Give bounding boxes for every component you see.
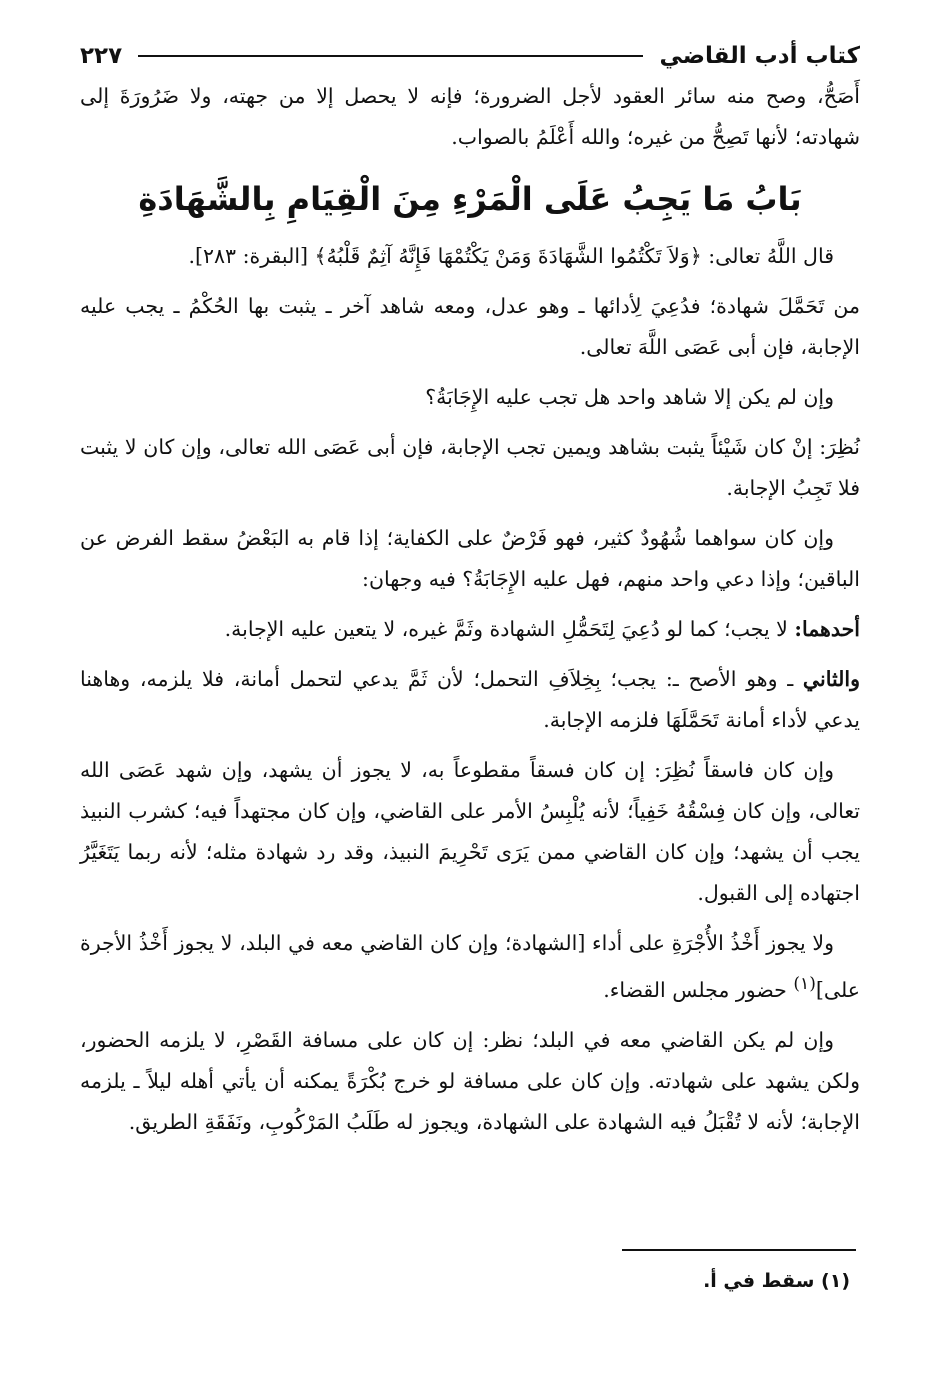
chapter-title: بَابُ مَا يَجِبُ عَلَى الْمَرْءِ مِنَ الْقِيَامِ بِالشَّهَادَةِ — [138, 180, 802, 218]
footnote-divider — [622, 1249, 856, 1251]
paragraph-8-lead: والثاني — [802, 667, 860, 691]
paragraph-1: أَصَحُّ، وصح منه سائر العقود لأجل الضرورة؛ فإنه لا يحصل إلا من جهته، ولا ضَرُورَةَ إلى شهادته؛ لأنها تَصِحُّ من غيره؛ والله أَعْلَمُ بالصواب. — [80, 84, 860, 149]
paragraph-7-text: لا يجب؛ كما لو دُعِيَ لِتَحَمُّلِ الشهادة وثَمَّ غيره، لا يتعين عليه الإجابة. — [224, 617, 795, 641]
page-number: ٢٢٧ — [80, 43, 123, 69]
paragraph-7-lead: أحدهما: — [794, 617, 860, 641]
paragraph-11: وإن لم يكن القاضي معه في البلد؛ نظر: إن كان على مسافة القَصْرِ، لا يلزمه الحضور، ولكن يشهد على شهادته. وإن كان على مسافة لو خرج بُكْرَةً يمكنه أن يأتي أهله ليلاً ـ يلزمه الإجابة؛ لأنه لا تُقْبَلُ فيه الشهادة على الشهادة، ويجوز له طَلَبُ المَرْكُوبِ، ونَفَقَةِ الطريق. — [80, 1027, 860, 1134]
paragraph-6: وإن كان سواهما شُهُودٌ كثير، فهو فَرْضٌ على الكفاية؛ إذا قام به البَعْضُ سقط الفرض عن الباقين؛ وإذا دعي واحد منهم، فهل عليه الإِجَابَةُ؟ فيه وجهان: — [80, 526, 860, 591]
page — [80, 36, 860, 1152]
paragraph-5: نُظِرَ: إنْ كان شَيْئاً يثبت بشاهد ويمين تجب الإجابة، فإن أبى عَصَى الله تعالى، وإن كان لا يثبت فلا تَجِبُ الإجابة. — [80, 435, 860, 500]
paragraph-7 — [80, 609, 860, 650]
book-title: كتاب أدب القاضي — [659, 43, 860, 69]
footnote-marker: (١) — [793, 974, 816, 994]
paragraph-8 — [80, 659, 860, 741]
paragraph-10-tail: حضور مجلس القضاء. — [603, 977, 794, 1002]
paragraph-10-text: ولا يجوز أَخْذُ الأُجْرَةِ على أداء [الشهادة؛ وإن كان القاضي معه في البلد، لا يجوز أَخْذُ الأجرة على] — [80, 931, 860, 1002]
paragraph-4: وإن لم يكن إلا شاهد واحد هل تجب عليه الإِجَابَةُ؟ — [425, 385, 834, 409]
paragraph-8-text: ـ وهو الأصح ـ: يجب؛ بِخِلاَفِ التحمل؛ لأن ثَمَّ يدعي لتحمل أمانة، فلا يلزمه، وهاهنا يدعي لأداء أمانة تَحَمَّلَهَا فلزمه الإجابة. — [80, 667, 860, 732]
paragraph-10 — [80, 923, 860, 1011]
paragraph-3: من تَحَمَّلَ شهادة؛ فدُعِيَ لِأدائها ـ وهو عدل، ومعه شاهد آخر ـ يثبت بها الحُكْمُ ـ يجب عليه الإجابة، فإن أبى عَصَى اللَّهَ تعالى. — [80, 294, 860, 359]
header-rule — [138, 55, 643, 57]
paragraph-9: وإن كان فاسقاً نُظِرَ: إن كان فسقاً مقطوعاً به، لا يجوز أن يشهد، وإن شهد عَصَى الله تعالى، وإن كان فِسْقُهُ خَفِياً؛ لأنه يُلْبِسُ الأمر على القاضي، وإن كان مجتهداً فيه؛ كشرب النبيذ يجب أن يشهد؛ وإن كان القاضي ممن يَرَى تَحْرِيمَ النبيذ، وقد رد شهادة مثله؛ لأنه ربما يَتَغَيَّرُ اجتهاده إلى القبول. — [80, 758, 860, 905]
footnote: (١) سقط في أ. — [703, 1270, 850, 1292]
running-header — [80, 36, 860, 76]
main-text — [80, 76, 860, 1143]
paragraph-quran-verse: قال اللَّهُ تعالى: ﴿وَلاَ تَكْتُمُوا الشَّهَادَةَ وَمَنْ يَكْتُمْهَا فَإِنَّهُ آثِمٌ قَلْبُهُ﴾ [البقرة: ٢٨٣]. — [188, 244, 834, 268]
